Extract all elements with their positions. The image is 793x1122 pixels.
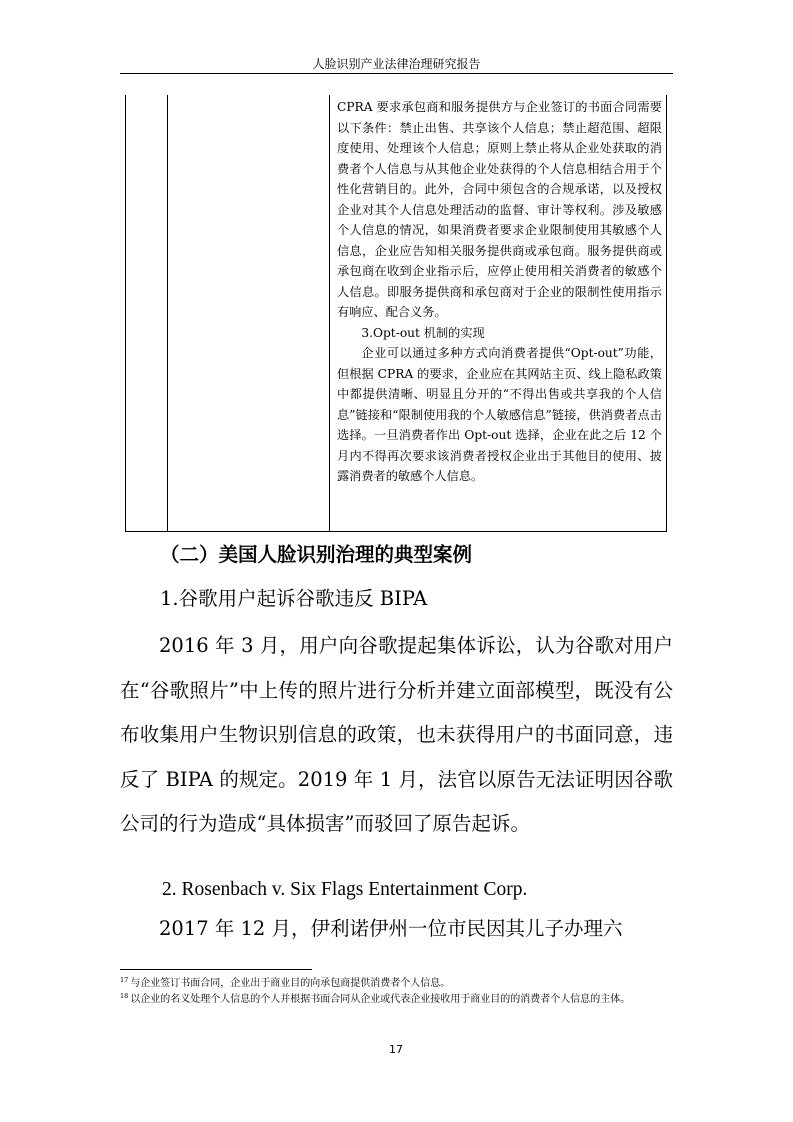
case-title: 2. Rosenbach v. Six Flags Entertainment Corp. (162, 879, 528, 900)
page-number: 17 (389, 1043, 403, 1056)
footnote-text: 与企业签订书面合同，企业出于商业目的向承包商提供消费者个人信息。 (130, 978, 451, 989)
table-cell-paragraph: CPRA 要求承包商和服务提供方与企业签订的书面合同需要以下条件：禁止出售、共享该个人信息；禁止超范围、超限度使用、处理该个人信息；原则上禁止将从企业处获取的消费者个人信息与从其他企业处获得的个人信息相结合用于个性化营销目的。此外，合同中须包含的合规承诺，以及授权企业对其个人信息处理活动的监督、审计等权利。涉及敏感个人信息的情况，如果消费者要求企业限制使用其敏感个人信息，企业应告知相关服务提供商或承包商。服务提供商或承包商在收到企业指示后，应停止使用相关消费者的敏感个人信息。即服务提供商和承包商对于企业的限制性使用指示有响应、配合义务。 (337, 100, 662, 319)
footnote-number: 18 (120, 991, 129, 1000)
footnote-rule (120, 969, 312, 970)
running-header: 人脸识别产业法律治理研究报告 (312, 57, 481, 71)
footnote (120, 976, 673, 992)
header-rule (120, 73, 673, 74)
table-cell-subheading: 3.Opt-out 机制的实现 (361, 325, 485, 340)
footnote-number: 17 (120, 975, 129, 984)
case-paragraph: 2016 年 3 月，用户向谷歌提起集体诉讼，认为谷歌对用户在“谷歌照片”中上传的照片进行分析并建立面部模型，既没有公布收集用户生物识别信息的政策，也未获得用户的书面同意，违反了 BIPA 的规定。2019 年 1 月，法官以原告无法证明因谷歌公司的行为造成“具体损害”而驳回了原告起诉。 (120, 634, 673, 835)
table-cell-content (337, 97, 662, 487)
section-heading: （二）美国人脸识别治理的典型案例 (160, 543, 473, 566)
case-title: 1.谷歌用户起诉谷歌违反 BIPA (160, 587, 428, 610)
case-paragraph: 2017 年 12 月，伊利诺伊州一位市民因其儿子办理六 (159, 917, 623, 940)
table-column-divider (329, 95, 330, 532)
footnote-text: 以企业的名义处理个人信息的个人并根据书面合同从企业或代表企业接收用于商业目的的消费者个人信息的主体。 (130, 994, 631, 1005)
footnote (120, 992, 673, 1008)
table-cell-paragraph: 企业可以通过多种方式向消费者提供“Opt-out”功能，但根据 CPRA 的要求，企业应在其网站主页、线上隐私政策中都提供清晰、明显且分开的“不得出售或共享我的个人信息”链接和“限制使用我的个人敏感信息”链接，供消费者点击选择。一旦消费者作出 Opt-out 选择，企业在此之后 12 个月内不得再次要求该消费者授权企业出于其他目的使用、披露消费者的敏感个人信息。 (337, 346, 662, 483)
table-column-divider (167, 95, 168, 532)
footnotes (120, 976, 673, 1008)
